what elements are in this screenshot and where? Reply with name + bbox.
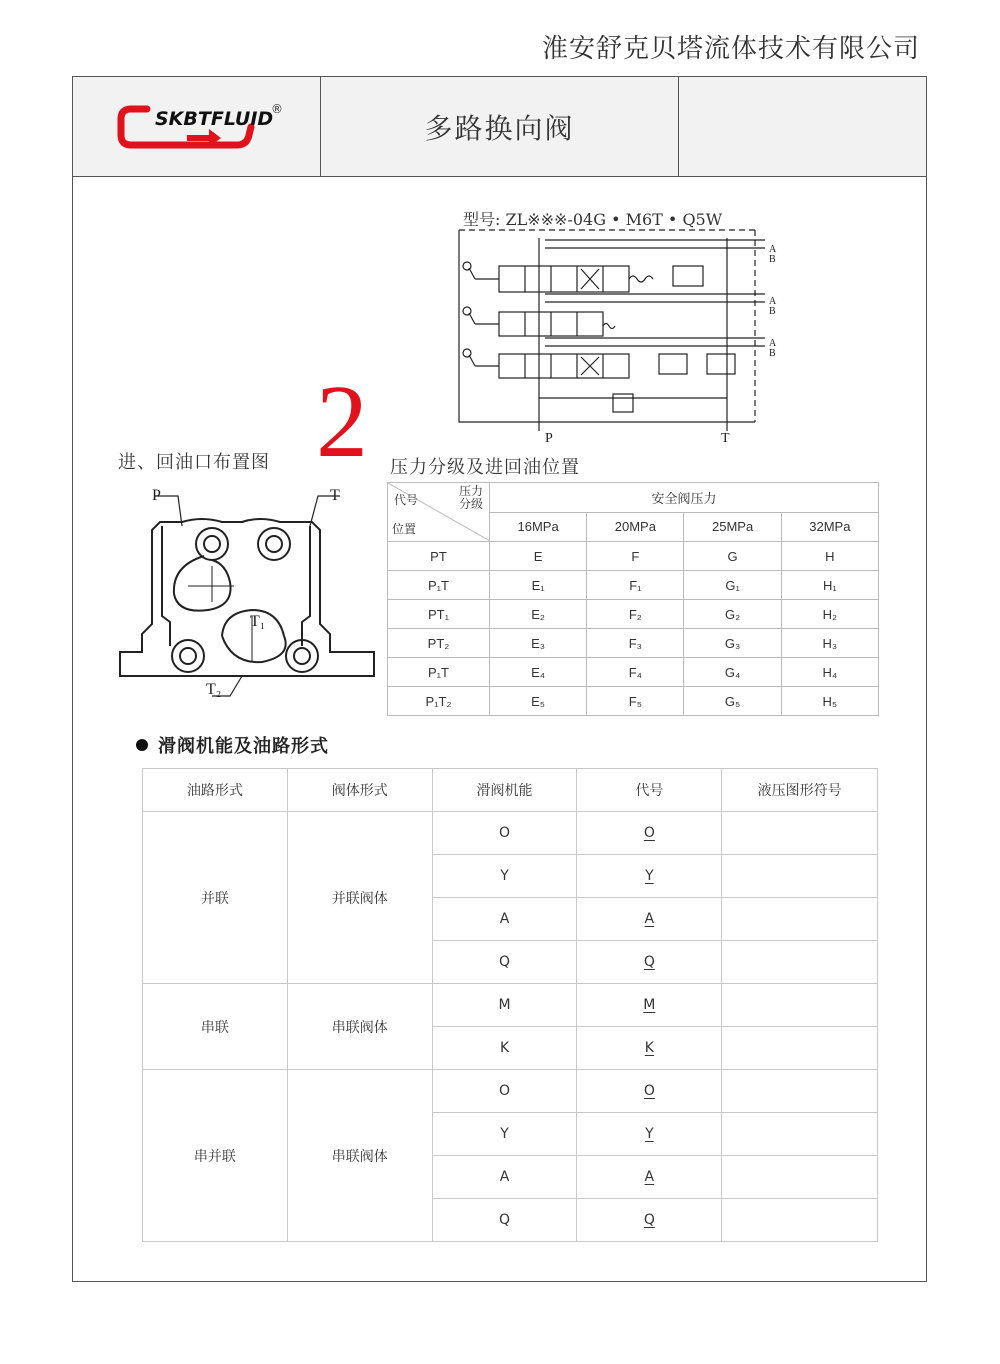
- pressure-row: [388, 687, 879, 716]
- pressure-code-cell: H₄: [781, 658, 878, 687]
- body-type: 串联阀体: [287, 984, 432, 1070]
- pressure-position: P₁T: [388, 658, 490, 687]
- page-title: 多路换向阀: [321, 77, 679, 176]
- hydraulic-symbol-cell: [722, 855, 878, 898]
- body-type: 串联阀体: [287, 1070, 432, 1242]
- corner-cell: [388, 483, 490, 542]
- port-t-label: T: [330, 487, 340, 504]
- functions-col-header: 滑阀机能: [432, 769, 577, 812]
- circuit-type: 并联: [143, 812, 288, 984]
- pressure-code-cell: G₅: [684, 687, 781, 716]
- pressure-position: PT₁: [388, 600, 490, 629]
- svg-text:B: B: [769, 306, 776, 317]
- pressure-code-cell: E: [489, 542, 586, 571]
- model-label: 型号: ZL※※※-04G • M6T • Q5W: [463, 210, 723, 229]
- pressure-code-cell: G: [684, 542, 781, 571]
- pressure-position: PT₂: [388, 629, 490, 658]
- spool-function: O: [432, 1070, 577, 1113]
- corner-code: 代号: [394, 493, 419, 507]
- pressure-code-cell: E₂: [489, 600, 586, 629]
- pressure-code-cell: G₄: [684, 658, 781, 687]
- hydraulic-symbol-cell: [722, 1070, 878, 1113]
- pressure-code-cell: F: [587, 542, 684, 571]
- function-code-text: O: [643, 1083, 655, 1099]
- pressure-code-cell: E₅: [489, 687, 586, 716]
- logo-registered-mark: ®: [271, 102, 283, 116]
- pressure-title: 压力分级及进回油位置: [390, 457, 580, 478]
- function-code-text: Q: [643, 954, 655, 970]
- functions-col-header: 液压图形符号: [722, 769, 878, 812]
- functions-row: [143, 812, 878, 855]
- pressure-code-cell: F₃: [587, 629, 684, 658]
- function-code-text: Y: [645, 868, 654, 884]
- port-t2-label: T₂: [206, 681, 222, 698]
- svg-text:B: B: [769, 348, 776, 359]
- svg-text:A: A: [769, 244, 777, 255]
- function-code: [577, 898, 722, 941]
- function-code: [577, 1027, 722, 1070]
- spool-function: A: [432, 898, 577, 941]
- function-code-text: Y: [645, 1126, 654, 1142]
- circuit-type: 串联: [143, 984, 288, 1070]
- functions-col-header: 阀体形式: [287, 769, 432, 812]
- schematic-t-label: T: [721, 431, 730, 446]
- header-bar: [73, 77, 926, 177]
- schematic-p-label: P: [545, 431, 553, 446]
- pressure-code-cell: G₂: [684, 600, 781, 629]
- port-layout-drawing: [112, 486, 380, 706]
- hydraulic-symbol-cell: [722, 1199, 878, 1242]
- port-t1-label: T₁: [250, 613, 266, 630]
- functions-table: [142, 768, 878, 1242]
- spool-function: M: [432, 984, 577, 1027]
- pressure-col-header: 20MPa: [587, 512, 684, 542]
- pressure-code-cell: E₃: [489, 629, 586, 658]
- spool-function: A: [432, 1156, 577, 1199]
- functions-header-row: [143, 769, 878, 812]
- corner-pos: 位置: [392, 522, 417, 536]
- pressure-code-cell: G₁: [684, 571, 781, 600]
- hydraulic-symbol-cell: [722, 898, 878, 941]
- function-code: [577, 1156, 722, 1199]
- spool-function: K: [432, 1027, 577, 1070]
- function-code-text: O: [643, 825, 655, 841]
- pressure-position: P₁T: [388, 571, 490, 600]
- pressure-code-cell: H₁: [781, 571, 878, 600]
- pressure-code-cell: G₃: [684, 629, 781, 658]
- function-code-text: A: [644, 1169, 655, 1185]
- port-layout-title: 进、回油口布置图: [118, 452, 270, 473]
- pressure-code-cell: F₄: [587, 658, 684, 687]
- functions-row: [143, 984, 878, 1027]
- circuit-type: 串并联: [143, 1070, 288, 1242]
- svg-text:A: A: [769, 296, 777, 307]
- hydraulic-symbol-cell: [722, 1027, 878, 1070]
- function-code: [577, 855, 722, 898]
- function-code: [577, 941, 722, 984]
- pressure-code-cell: F₂: [587, 600, 684, 629]
- function-code: [577, 984, 722, 1027]
- group-header: 安全阀压力: [489, 483, 878, 513]
- pressure-code-cell: H₃: [781, 629, 878, 658]
- pressure-row: [388, 658, 879, 687]
- spool-function: Q: [432, 941, 577, 984]
- functions-row: [143, 1070, 878, 1113]
- svg-text:B: B: [769, 254, 776, 265]
- pressure-code-cell: E₄: [489, 658, 586, 687]
- spool-function: Y: [432, 1113, 577, 1156]
- hydraulic-symbol-cell: [722, 984, 878, 1027]
- pressure-row: [388, 571, 879, 600]
- function-code-text: Q: [643, 1212, 655, 1228]
- hydraulic-schematic: [455, 226, 790, 448]
- corner-grade: 压力 分级: [458, 484, 483, 511]
- spool-function: O: [432, 812, 577, 855]
- big-number: 2: [316, 364, 368, 479]
- hydraulic-symbol-cell: [722, 1113, 878, 1156]
- function-code: [577, 1113, 722, 1156]
- svg-text:A: A: [769, 338, 777, 349]
- pressure-code-cell: H₂: [781, 600, 878, 629]
- hydraulic-symbol-cell: [722, 941, 878, 984]
- function-code-text: K: [644, 1040, 654, 1056]
- pressure-row: [388, 600, 879, 629]
- pressure-row: [388, 629, 879, 658]
- pressure-position: PT: [388, 542, 490, 571]
- pressure-col-header: 32MPa: [781, 512, 878, 542]
- pressure-code-cell: E₁: [489, 571, 586, 600]
- function-code: [577, 1070, 722, 1113]
- pressure-position: P₁T₂: [388, 687, 490, 716]
- port-p-label: P: [152, 487, 161, 504]
- function-code-text: M: [643, 997, 656, 1013]
- function-code: [577, 812, 722, 855]
- body-type: 并联阀体: [287, 812, 432, 984]
- hydraulic-symbol-cell: [722, 1156, 878, 1199]
- pressure-row: [388, 542, 879, 571]
- pressure-code-cell: H₅: [781, 687, 878, 716]
- company-name: 淮安舒克贝塔流体技术有限公司: [541, 34, 920, 64]
- pressure-code-cell: H: [781, 542, 878, 571]
- function-code: [577, 1199, 722, 1242]
- pressure-col-header: 25MPa: [684, 512, 781, 542]
- pressure-code-cell: F₁: [587, 571, 684, 600]
- spool-function: Y: [432, 855, 577, 898]
- pressure-col-header: 16MPa: [489, 512, 586, 542]
- functions-col-header: 油路形式: [143, 769, 288, 812]
- functions-title-row: [136, 732, 329, 758]
- function-code-text: A: [644, 911, 655, 927]
- pressure-table: [387, 482, 879, 716]
- functions-col-header: 代号: [577, 769, 722, 812]
- logo-cell: [73, 77, 321, 176]
- pressure-code-cell: F₅: [587, 687, 684, 716]
- logo-text: SKBTFLUID: [155, 108, 274, 130]
- functions-title: 滑阀机能及油路形式: [158, 736, 329, 757]
- hydraulic-symbol-cell: [722, 812, 878, 855]
- bullet-icon: [136, 739, 148, 751]
- spool-function: Q: [432, 1199, 577, 1242]
